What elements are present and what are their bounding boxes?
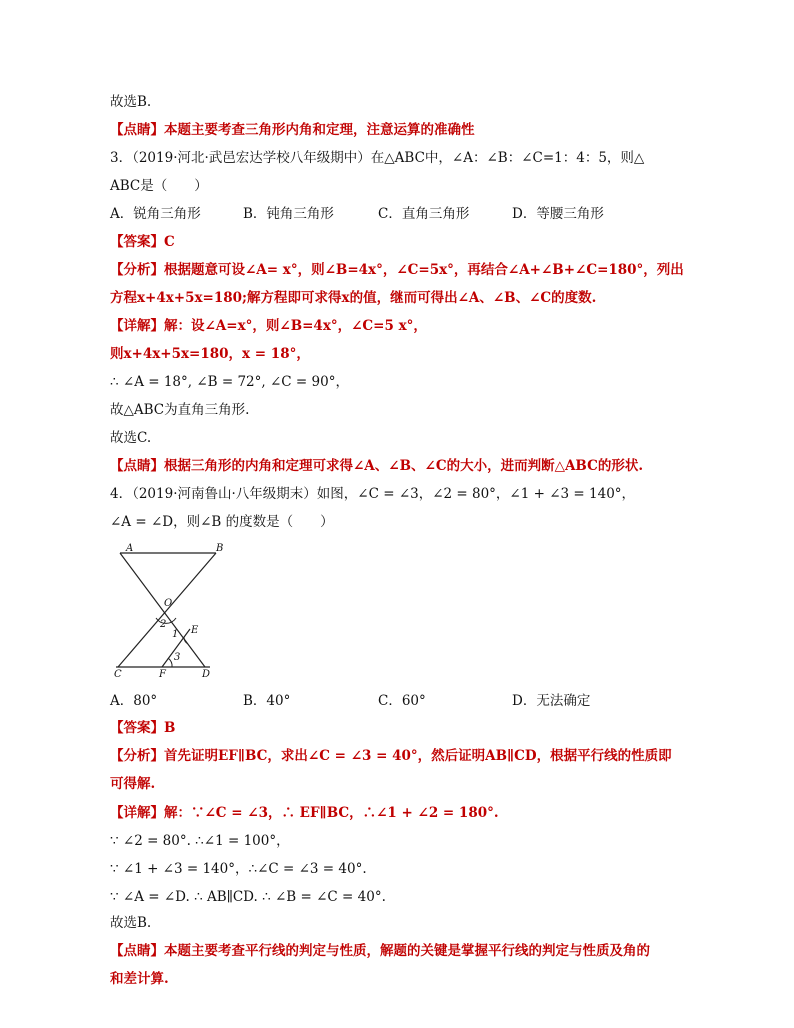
answer-line [110,719,710,737]
remark-line [110,942,710,960]
label-d: D [202,669,211,680]
analysis-text: 根据题意可设∠A= x°，则∠B=4x°，∠C=5x°，再结合∠A+∠B+∠C=180°，列出 [164,262,684,278]
solution-line [110,804,710,822]
text-line: 故选B. [110,915,152,931]
label-f: F [159,669,166,680]
geometry-figure [112,543,222,679]
analysis-tag: 【分析】 [110,748,164,764]
analysis-text-cont: 方程x+4x+5x=180;解方程即可求得x的值，继而可得出∠A、∠B、∠C的度数. [110,290,597,306]
remark-tag: 【点睛】 [110,458,164,474]
text-line: 故选C. [110,430,152,446]
answer-text: B [164,720,176,736]
label-c: C [114,669,122,680]
answer-tag: 【答案】 [110,720,164,736]
question-4-stem: 4．（2019·河南鲁山·八年级期末）如图，∠C = ∠3，∠2 = 80°，∠1 + ∠3 = 140°， [110,486,636,502]
option-d: D．无法确定 [512,693,591,709]
question-4-options [110,692,710,710]
label-b: B [216,543,224,554]
label-e: E [191,625,199,636]
option-b: B．40° [243,693,291,709]
analysis-line [110,747,710,765]
option-a: A．锐角三角形 [110,206,201,222]
remark-line [110,121,710,139]
option-d: D．等腰三角形 [512,206,604,222]
answer-line [110,233,710,251]
remark-text-cont: 和差计算. [110,971,169,987]
analysis-line [110,261,710,279]
remark-tag: 【点睛】 [110,122,164,138]
label-3: 3 [174,652,181,663]
remark-text: 本题主要考查三角形内角和定理，注意运算的准确性 [164,122,475,138]
answer-tag: 【答案】 [110,234,164,250]
remark-tag: 【点睛】 [110,943,164,959]
option-c: C．直角三角形 [378,206,470,222]
option-b: B．钝角三角形 [243,206,334,222]
text-line: 故选B. [110,94,152,110]
label-2: 2 [160,619,167,630]
angle-arc-3 [168,658,172,667]
solution-tag: 【详解】 [110,805,164,821]
answer-text: C [164,234,175,250]
solution-step: 故△ABC为直角三角形. [110,402,250,418]
solution-step: ∴ ∠A = 18°, ∠B = 72°, ∠C = 90°， [110,374,349,390]
solution-step: ∵ ∠A = ∠D. ∴ AB∥CD. ∴ ∠B = ∠C = 40°. [110,889,386,905]
option-a: A．80° [110,693,158,709]
label-a: A [126,543,134,554]
label-o: O [164,598,173,609]
solution-tag: 【详解】 [110,318,164,334]
label-1: 1 [172,629,179,640]
remark-line [110,457,710,475]
analysis-tag: 【分析】 [110,262,164,278]
question-4-stem-cont: ∠A = ∠D，则∠B 的度数是（ ） [110,514,334,530]
solution-step: ∵ ∠2 = 80°. ∴∠1 = 100°， [110,833,290,849]
solution-line [110,317,710,335]
solution-step: ∵ ∠1 + ∠3 = 140°，∴∠C = ∠3 = 40°. [110,861,367,877]
solution-text: 解：∵∠C = ∠3，∴ EF∥BC，∴∠1 + ∠2 = 180°. [164,805,499,821]
remark-text: 根据三角形的内角和定理可求得∠A、∠B、∠C的大小，进而判断△ABC的形状. [164,458,644,474]
solution-text: 解：设∠A=x°，则∠B=4x°，∠C=5 x°， [164,318,427,334]
analysis-text-cont: 可得解. [110,776,156,792]
question-3-stem: 3．（2019·河北·武邑宏达学校八年级期中）在△ABC中，∠A：∠B：∠C=1：4：5，则△ [110,150,645,166]
question-3-options [110,205,710,223]
analysis-text: 首先证明EF∥BC，求出∠C = ∠3 = 40°，然后证明AB∥CD，根据平行线的性质即 [164,748,672,764]
question-3-stem-cont: ABC是（ ） [110,178,208,194]
remark-text: 本题主要考查平行线的判定与性质，解题的关键是掌握平行线的判定与性质及角的 [164,943,650,959]
solution-step: 则x+4x+5x=180，x = 18°， [110,346,310,362]
option-c: C．60° [378,693,426,709]
